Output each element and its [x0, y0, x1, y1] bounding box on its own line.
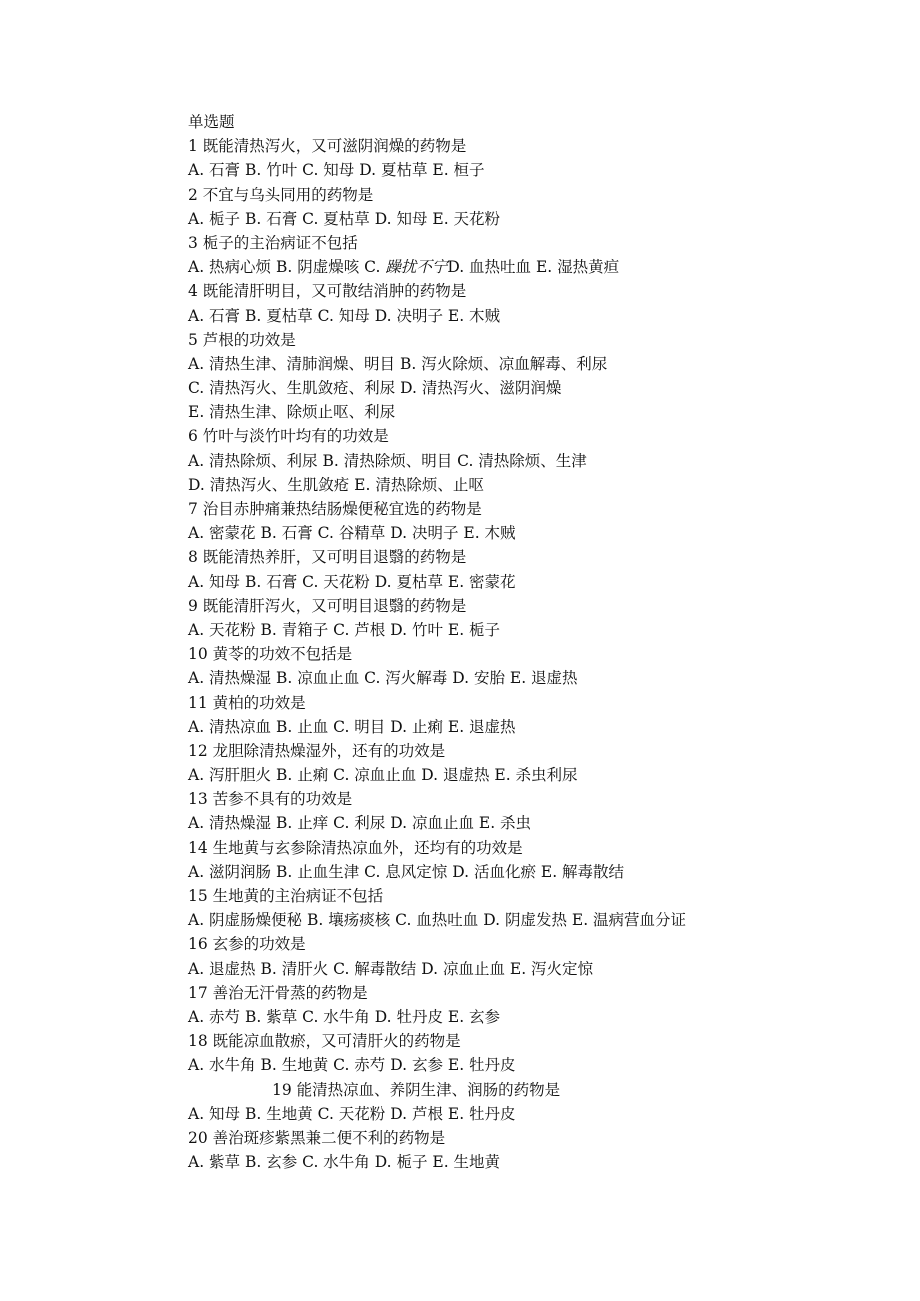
options-2: A. 栀子 B. 石膏 C. 夏枯草 D. 知母 E. 天花粉: [188, 209, 501, 228]
options-1: A. 石膏 B. 竹叶 C. 知母 D. 夏枯草 E. 桓子: [188, 161, 485, 180]
question-12: 12 龙胆除清热燥湿外，还有的功效是: [188, 741, 446, 760]
options-5-line-3: E. 清热生津、除烦止呕、利尿: [188, 403, 396, 422]
question-3: 3 栀子的主治病证不包括: [188, 233, 358, 252]
options-3-head: A. 热病心烦 B. 阴虚燥咳 C.: [188, 258, 386, 277]
question-20: 20 善治斑疹紫黑兼二便不利的药物是: [188, 1128, 446, 1147]
question-13: 13 苦参不具有的功效是: [188, 790, 353, 809]
options-5-line-2: C. 清热泻火、生肌敛疮、利尿 D. 清热泻火、滋阴润燥: [188, 379, 562, 398]
question-14: 14 生地黄与玄参除清热凉血外，还均有的功效是: [188, 838, 523, 857]
options-10: A. 清热燥湿 B. 凉血止血 C. 泻火解毒 D. 安胎 E. 退虚热: [188, 669, 578, 688]
options-5-line-1: A. 清热生津、清肺润燥、明目 B. 泻火除烦、凉血解毒、利尿: [188, 354, 608, 373]
question-1: 1 既能清热泻火，又可滋阴润燥的药物是: [188, 137, 467, 156]
question-9: 9 既能清肝泻火，又可明目退翳的药物是: [188, 596, 467, 615]
options-19: A. 知母 B. 生地黄 C. 天花粉 D. 芦根 E. 牡丹皮: [188, 1104, 516, 1123]
question-17: 17 善治无汗骨蒸的药物是: [188, 983, 368, 1002]
question-19: 19 能清热凉血、养阴生津、润肠的药物是: [272, 1080, 561, 1099]
options-15: A. 阴虚肠燥便秘 B. 壤疡痰核 C. 血热吐血 D. 阴虚发热 E. 温病营血分证: [188, 911, 687, 930]
options-6-line-1: A. 清热除烦、利尿 B. 清热除烦、明目 C. 清热除烦、生津: [188, 451, 587, 470]
options-13: A. 清热燥湿 B. 止痒 C. 利尿 D. 凉血止血 E. 杀虫: [188, 814, 532, 833]
options-12: A. 泻肝胆火 B. 止痢 C. 凉血止血 D. 退虚热 E. 杀虫利尿: [188, 766, 578, 785]
question-5: 5 芦根的功效是: [188, 330, 296, 349]
options-8: A. 知母 B. 石膏 C. 天花粉 D. 夏枯草 E. 密蒙花: [188, 572, 516, 591]
options-14: A. 滋阴润肠 B. 止血生津 C. 息风定惊 D. 活血化瘀 E. 解毒散结: [188, 862, 625, 881]
section-heading: 单选题: [188, 113, 235, 131]
question-7: 7 治目赤肿痛兼热结肠燥便秘宜选的药物是: [188, 500, 482, 518]
question-list: [188, 110, 888, 1174]
options-6-line-2: D. 清热泻火、生肌敛疮 E. 清热除烦、止呕: [188, 475, 484, 494]
question-16: 16 玄参的功效是: [188, 935, 306, 954]
question-6: 6 竹叶与淡竹叶均有的功效是: [188, 427, 389, 446]
question-2: 2 不宜与乌头同用的药物是: [188, 185, 374, 204]
question-10: 10 黄苓的功效不包括是: [188, 645, 353, 664]
question-4: 4 既能清肝明目，又可散结消肿的药物是: [188, 282, 467, 301]
options-3: [188, 255, 888, 279]
options-7: A. 密蒙花 B. 石膏 C. 谷精草 D. 决明子 E. 木贼: [188, 524, 516, 543]
options-9: A. 天花粉 B. 青箱子 C. 芦根 D. 竹叶 E. 栀子: [188, 620, 501, 639]
question-11: 11 黄柏的功效是: [188, 693, 306, 712]
question-8: 8 既能清热养肝，又可明目退翳的药物是: [188, 548, 467, 567]
options-20: A. 紫草 B. 玄参 C. 水牛角 D. 栀子 E. 生地黄: [188, 1153, 501, 1172]
question-18: 18 既能凉血散瘀，又可清肝火的药物是: [188, 1032, 461, 1051]
options-17: A. 赤芍 B. 紫草 C. 水牛角 D. 牡丹皮 E. 玄参: [188, 1007, 501, 1026]
question-15: 15 生地黄的主治病证不包括: [188, 887, 384, 905]
options-3-tail: D. 血热吐血 E. 湿热黄疸: [447, 258, 620, 277]
options-18: A. 水牛角 B. 生地黄 C. 赤芍 D. 玄参 E. 牡丹皮: [188, 1056, 516, 1075]
options-16: A. 退虚热 B. 清肝火 C. 解毒散结 D. 凉血止血 E. 泻火定惊: [188, 959, 594, 978]
options-4: A. 石膏 B. 夏枯草 C. 知母 D. 决明子 E. 木贼: [188, 306, 501, 325]
options-3-italic: 躁扰不宁: [385, 258, 448, 277]
options-11: A. 清热凉血 B. 止血 C. 明目 D. 止痢 E. 退虚热: [188, 717, 516, 736]
